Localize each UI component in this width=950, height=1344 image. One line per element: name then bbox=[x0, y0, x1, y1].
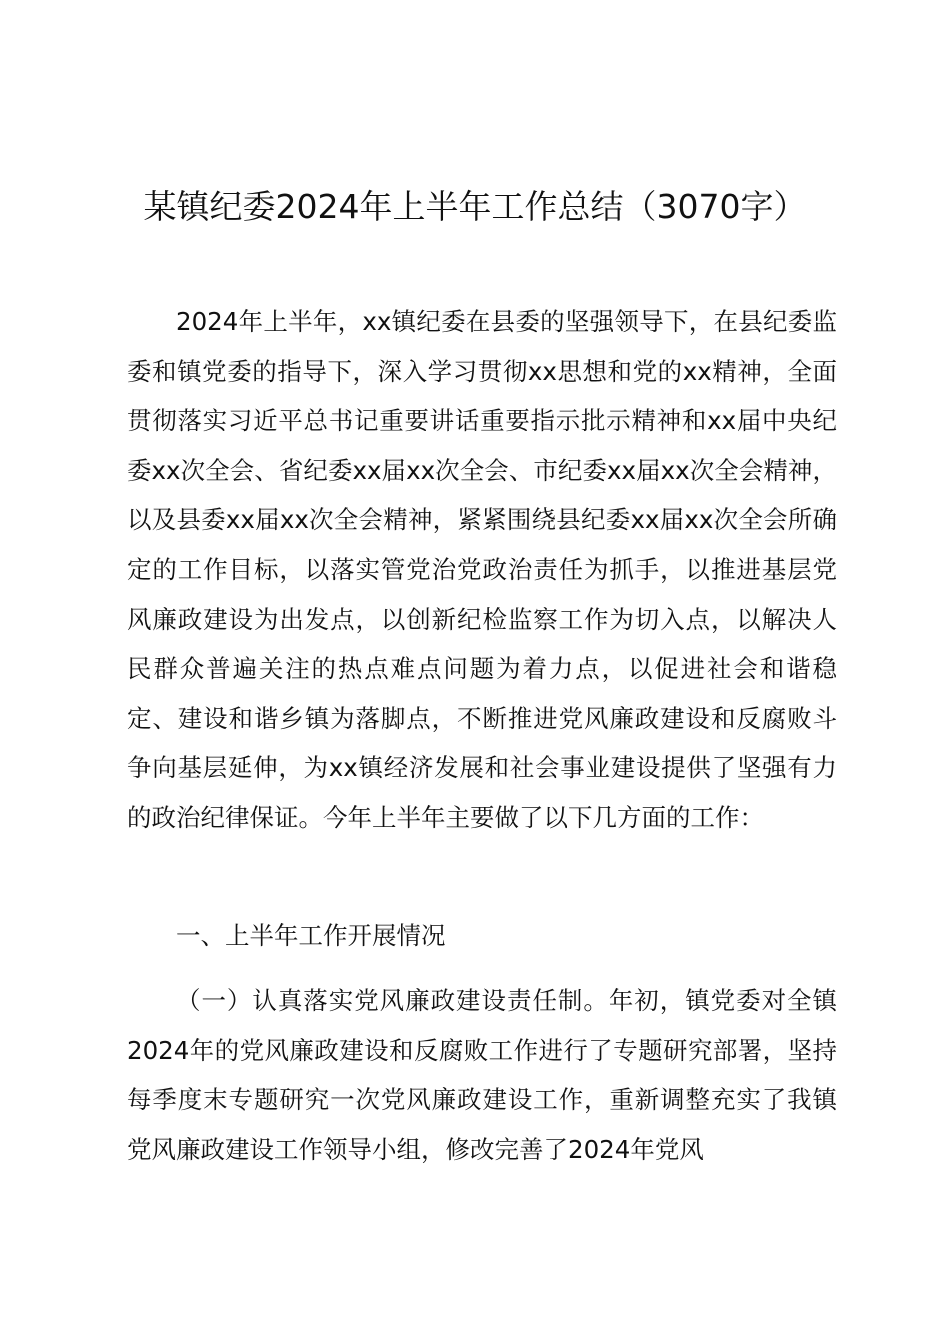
section-heading: 一、上半年工作开展情况 bbox=[176, 921, 446, 950]
document-title: 某镇纪委2024年上半年工作总结（3070字） bbox=[143, 187, 807, 226]
section-paragraph: （一）认真落实党风廉政建设责任制。年初，镇党委对全镇2024年的党风廉政建设和反腐败工作进行了专题研究部署，坚持每季度末专题研究一次党风廉政建设工作，重新调整充实了我镇党风廉政建设工作领导小组，修改完善了2024年党风 bbox=[127, 986, 837, 1164]
intro-paragraph: 2024年上半年，xx镇纪委在县委的坚强领导下，在县纪委监委和镇党委的指导下，深入学习贯彻xx思想和党的xx精神，全面贯彻落实习近平总书记重要讲话重要指示批示精神和xx届中央纪委xx次全会、省纪委xx届xx次全会、市纪委xx届xx次全会精神，以及县委xx届xx次全会精神，紧紧围绕县纪委xx届xx次全会所确定的工作目标，以落实管党治党政治责任为抓手，以推进基层党风廉政建设为出发点，以创新纪检监察工作为切入点，以解决人民群众普遍关注的热点难点问题为着力点，以促进社会和谐稳定、建设和谐乡镇为落脚点，不断推进党风廉政建设和反腐败斗争向基层延伸，为xx镇经济发展和社会事业建设提供了坚强有力的政治纪律保证。今年上半年主要做了以下几方面的工作： bbox=[127, 307, 837, 832]
